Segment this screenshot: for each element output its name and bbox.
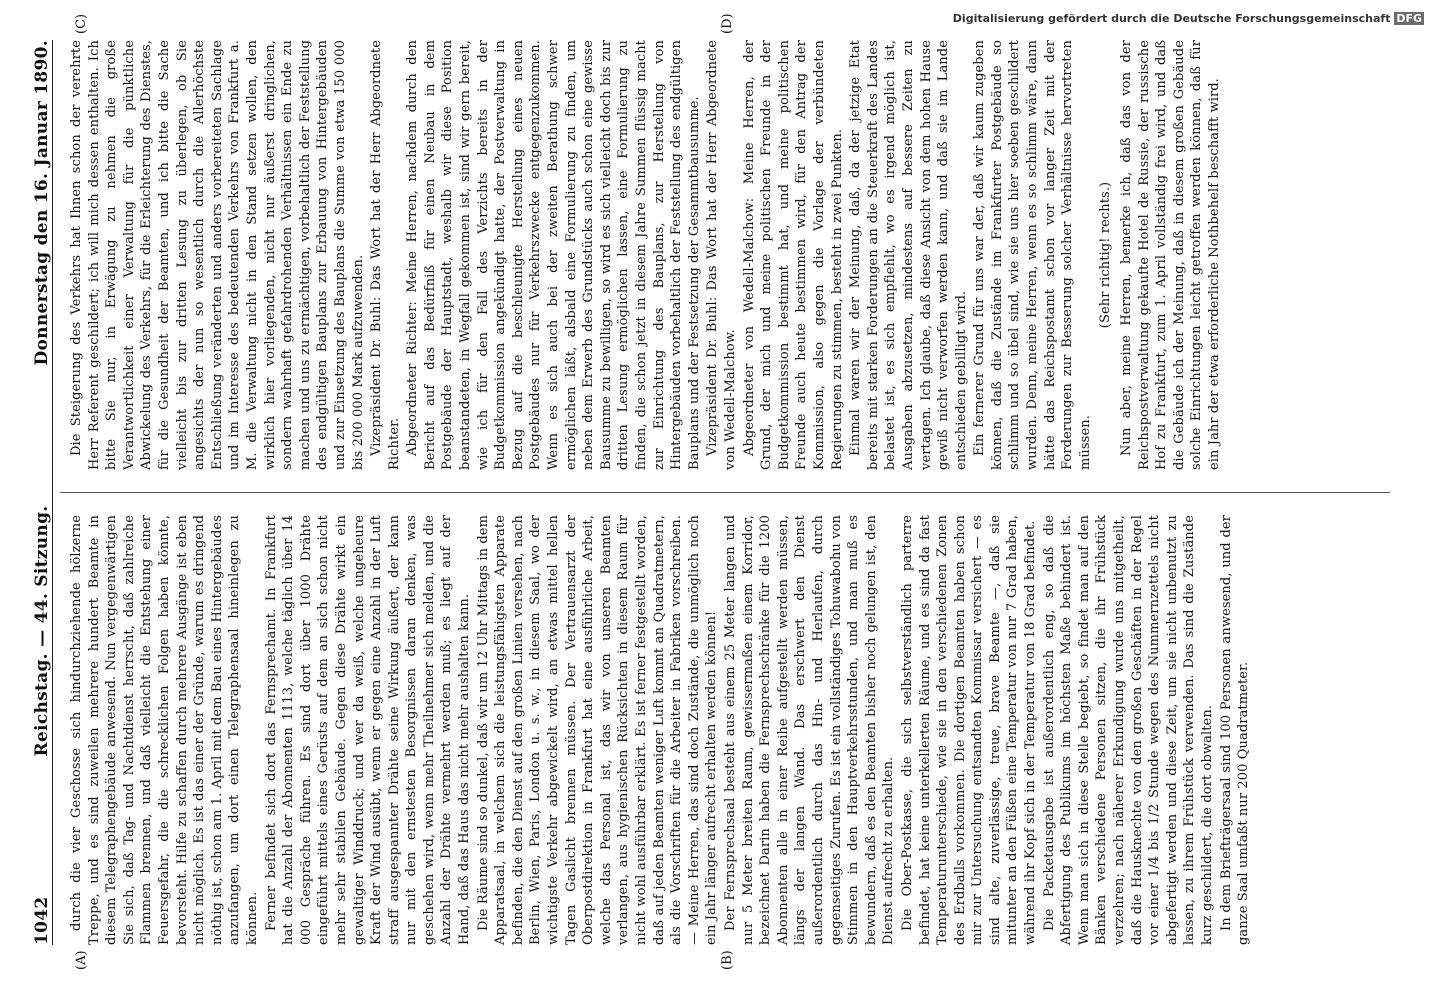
paragraph: Die Räume sind so dunkel, daß wir um 12 Uhr Mittags in dem Apparatsaal, in welchem sich die leistungsfähigsten Apparate befinden, die den Dienst auf den großen Linien versehen, nach Berlin, Wien, Paris, London u. s. w., in diesem Saal, wo der wichtigste Verkehr abgewickelt wird, an etwas mittel hellen Tagen Gaslicht brennen müssen. Der Vertrauensarzt der Oberpostdirektion in Frankfurt hat eine ausführliche Arbeit, welche das Personal ist, das wir von unseren Beamten verlangen, aus hygienischen Rücksichten in diesem Raum für nicht wohl ausführbar erklärt. Es ist ferner festgestellt worden, daß auf jeden Beamten weniger Luft kommt an Quadratmetern, als die Vorschriften für die Arbeiter in Fabriken vorschreiben. — Meine Herren, das sind doch Zustände, die unmöglich noch ein Jahr länger aufrecht erhalten werden können!	[475, 515, 720, 945]
paragraph: Nun aber, meine Herren, bemerke ich, daß das von der Reichspostverwaltung gekaufte Hotel de Russie, der russische Hof zu Frankfurt, zum 1. April vollständig frei wird, und daß die Gebäude ich der Meinung, daß in diesem großen Gebäude solche Einrichtungen leicht getroffen werden können, daß für ein Jahr der etwa erforderliche Nothbehelf beschafft wird.	[1119, 40, 1222, 470]
margin-marker-c: (C)	[74, 13, 89, 34]
page-header	[22, 40, 53, 945]
speaker-paragraph: Abgeordneter von Wedell-Malchow: Meine Herren, der Grund, der mich und meine politischen Freunde in der Budgetkommission bestimmt hat, und meine politischen Freunde auch heute bestimmen wird, für den Antrag der Kommission, also gegen die Vorlage der verbündeten Regierungen zu stimmen, besteht in zwei Punkten.	[741, 40, 845, 470]
paragraph: In dem Briefträgersaal sind 100 Personen anwesend, und der ganze Saal umfaßt nur 200 Quadratmeter.	[1218, 515, 1252, 945]
session-date: Donnerstag den 16. Januar 1890.	[32, 40, 52, 366]
paragraph: Einmal waren wir der Meinung, daß, da der jetzige Etat bereits mit starken Forderungen an die Steuerkraft des Landes belastet ist, es sich empfiehlt, wo es irgend möglich ist, Ausgaben abzusetzen, mindestens auf bessere Zeiten zu vertagen. Ich glaube, daß diese Ansicht von dem hohen Hause gewiß nicht verworfen werden kann, und daß sie im Lande entschieden gebilligt wird.	[848, 40, 969, 470]
paragraph: Ferner befindet sich dort das Fernsprechamt. In Frankfurt hat die Anzahl der Abonnenten 1113, welche täglich über 14 000 Gespräche führen. Es sind dort über 1000 Drähte eingeführt mittels eines Gerüsts auf dem an sich schon nicht mehr sehr stabilen Gebäude. Gegen diese Drähte wirkt ein gewaltiger Winddruck; und wer da weiß, welche ungeheure Kraft der Wind ausübt, wenn er gegen eine Anzahl in der Luft straff ausgespannter Drähte seine Wirkung äußert, der kann nur mit den ernstesten Besorgnissen daran denken, was geschehen wird, wenn mehr Theilnehmer sich melden, und die Anzahl der Drähte vermehrt werden muß; es liegt auf der Hand, daß das Haus das nicht mehr aushalten kann.	[263, 515, 473, 945]
digitization-credit	[0, 12, 1432, 30]
paragraph: durch die vier Geschosse sich hindurchziehende hölzerne Treppe, und es sind zuweilen mehrere hundert Beamte in diesem Telegraphengebäude anwesend. Nun vergegenwärtigen Sie sich, daß Tag- und Nachtdienst herrscht, daß zahlreiche Flammen brennen, und daß vielleicht die Entstehung einer Feuersgefahr, die die schrecklichen Folgen haben könnte, bevorsteht. Hilfe zu schaffen durch mehrere Ausgänge ist eben nicht möglich. Es ist das einer der Gründe, warum es dringend nöthig ist, schon am 1. April mit dem Bau eines Hintergebäudes anzufangen, um dort einen Telegraphensaal hineinlegen zu können.	[69, 515, 260, 945]
session-title: Reichstag. — 44. Sitzung.	[32, 505, 52, 757]
page-number: 1042	[32, 896, 52, 945]
paragraph: Die Steigerung des Verkehrs hat Ihnen schon der verehrte Herr Referent geschildert; ich will mich dessen enthalten. Ich bitte Sie nur, in Erwägung zu nehmen die große Verantwortlichkeit einer Verwaltung für die pünktliche Abwickelung des Verkehrs, für die Erleichterung des Dienstes, für die Gesundheit der Beamten, und ich bitte die Sache vielleicht bis zur dritten Lesung zu überlegen, ob Sie angesichts der nun so wesentlich durch die Allerhöchste Entschließung veränderten und anders vorbereiteten Sachlage und im Interesse des bedeutenden Verkehrs von Frankfurt a. M. die Verwaltung nicht in den Stand setzen wollen, den wirklich hier vorliegenden, nicht nur äußerst dringlichen, sondern wahrhaft gefahrdrohenden Verhältnissen ein Ende zu machen und uns zu ermächtigen, vorbehaltlich der Feststellung des endgültigen Bauplans zur Erbauung von Hintergebäuden und zur Einsetzung des Bauplans die Summe von etwa 150 000 bis 200 000 Mark aufzuwenden.	[69, 40, 366, 470]
margin-marker-d: (D)	[720, 13, 735, 34]
paragraph: Die Packetausgabe ist außerordentlich eng, so daß die Abfertigung des Publikums im höchsten Maße behindert ist. Wenn man sich in diese Stelle begiebt, so findet man auf den Bänken verschiedene Personen sitzen, die ihr Frühstück verzehren; nach näherer Erkundigung wurde uns mitgetheilt, daß die Hausknechte von den großen Geschäften in der Regel vor einer 1/4 bis 1/2 Stunde wegen des Nummernzettels nicht abgefertigt werden und diese Zeit, um sie nicht unbenutzt zu lassen, zu ihrem Frühstück verwenden. Das sind die Zustände kurz geschildert, die dort obwalten.	[1041, 515, 1215, 945]
credit-line	[0, 12, 1432, 30]
left-column	[68, 515, 1254, 945]
paragraph: Die Ober-Postkasse, die sich selbstverständlich parterre befindet, hat keine unterkellerten Räume, und es sind da fast Temperaturunterschiede, wie sie in den verschiedenen Zonen des Erdballs vorkommen. Die dortigen Beamten haben schon mir zur Untersuchung entsandten Kommissar versichert — es sind alte, zuverlässige, treue, brave Beamte —, daß sie mitunter an den Füßen eine Temperatur von nur 7 Grad haben, während ihr Kopf sich in der Temperatur von 18 Grad befindet.	[899, 515, 1039, 945]
speaker-paragraph: Vizepräsident Dr. Buhl: Das Wort hat der Herr Abgeordnete von Wedell-Malchow.	[705, 40, 738, 470]
speaker-paragraph: Vizepräsident Dr. Buhl: Das Wort hat der Herr Abgeordnete Richter.	[369, 40, 402, 470]
dfg-logo: DFG	[1396, 12, 1422, 25]
interjection: (Sehr richtig! rechts.)	[1098, 181, 1114, 329]
right-column	[68, 40, 1225, 470]
margin-marker-b: (B)	[720, 950, 735, 970]
paragraph: Ein fernerer Grund für uns war der, daß wir kaum zugeben können, daß die Zustände im Frankfurter Postgebäude so schlimm und so übel sind, wie sie uns hier soeben geschildert wurden. Denn, meine Herren, wenn es so schlimm wäre, dann hätte das Reichspostamt schon vor langer Zeit mit der Forderungen zur Besserung solcher Verhältnisse hervortreten müssen.	[972, 40, 1093, 470]
margin-marker-a: (A)	[74, 950, 89, 970]
paragraph: Der Fernsprechsaal besteht aus einem 25 Meter langen und nur 5 Meter breiten Raum, gewissermaßen einem Korridor, bezeichnet Darin haben die Fernsprechschränke für die 1200 Abonnenten alle in einer Reihe aufgestellt werden müssen, längs der langen Wand. Das erschwert den Dienst außerordentlich durch das Hin- und Herlaufen, durch gegenseitiges Zurufen. Es ist ein vollständiges Tohuwabohu von Stimmen in den Hauptverkehrsstunden, und man muß es bewundern, daß es den Beamten bisher noch gelungen ist, den Dienst aufrecht zu erhalten.	[722, 515, 897, 945]
credit-text: Digitalisierung gefördert durch die Deutsche Forschungsgemeinschaft	[952, 12, 1391, 25]
speaker-paragraph: Abgeordneter Richter: Meine Herren, nachdem durch den Bericht auf das Bedürfniß für einen Neubau in dem Postgebäude der Hauptstadt, weshalb wir diese Position beanstandeten, in Wegfall gekommen ist, sind wir gern bereit, wie ich für den Fall des Verzichts bereits in der Budgetkommission angekündigt hatte, der Postverwaltung in Bezug auf die beschleunigte Herstellung eines neuen Postgebäudes nur für Verkehrszwecke entgegenzukommen. Wenn es sich auch bei der zweiten Berathung schwer ermöglichen läßt, alsbald eine Formulierung zu finden, um neben dem Erwerb des Grundstücks auch schon eine gewisse Bausumme zu bewilligen, so wird es sich vielleicht doch bis zur dritten Lesung ermöglichen lassen, eine Formulierung zu finden, die schon jetzt in diesem Jahre Summen flüssig macht zur Einrichtung des Bauplans, zur Herstellung von Hintergebäuden vorbehaltlich der Feststellung des endgültigen Bauplans und der Festsetzung der Gesammtbausumme.	[405, 40, 702, 470]
column-divider	[60, 492, 1390, 493]
